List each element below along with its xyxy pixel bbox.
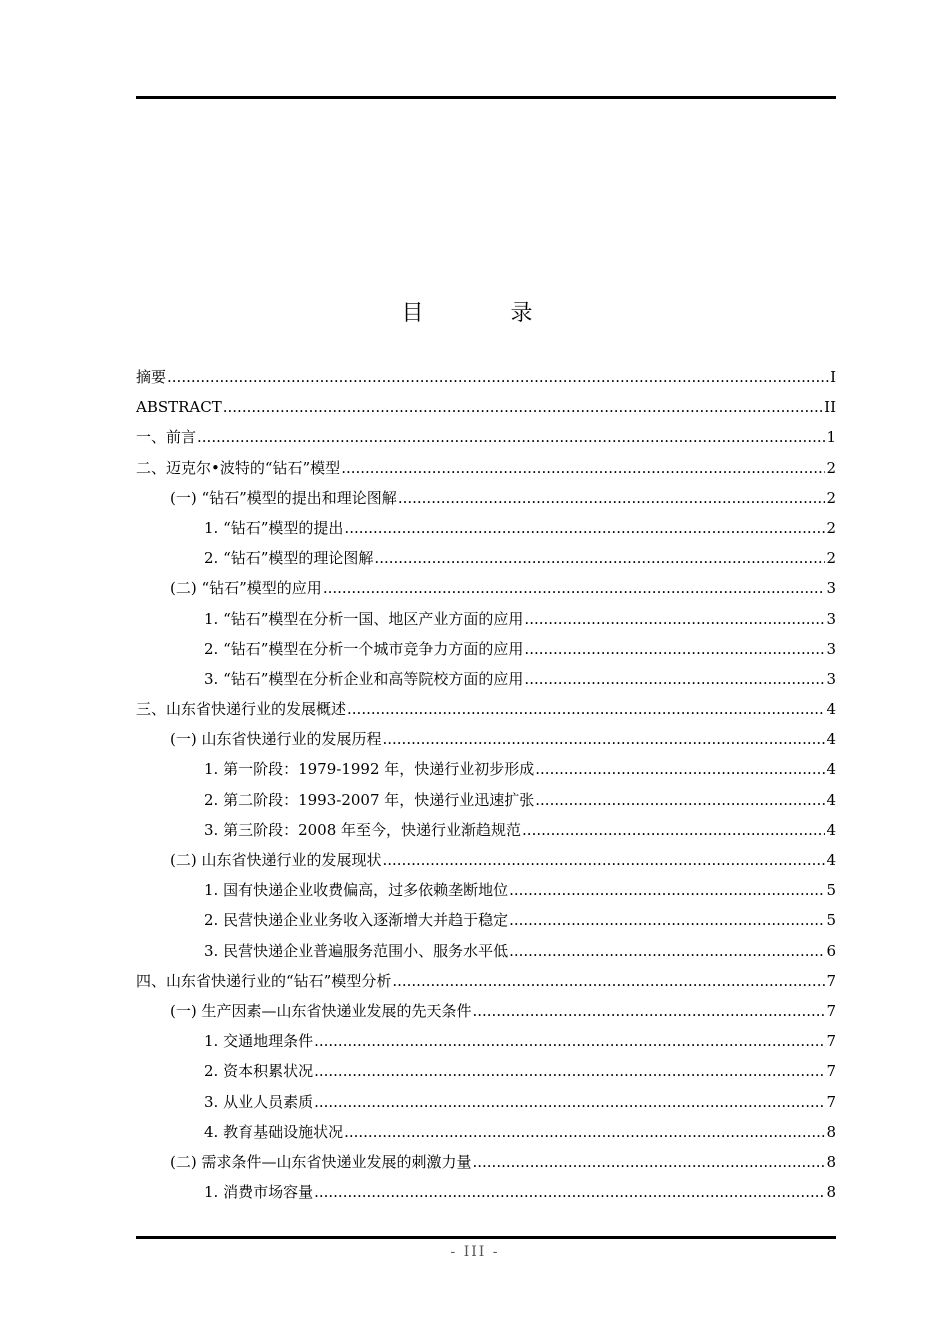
toc-dot-leader <box>524 634 825 664</box>
toc-entry[interactable] <box>136 1177 836 1207</box>
toc-dot-leader <box>167 362 829 392</box>
toc-entry-text: ABSTRACT <box>136 398 222 417</box>
toc-entry-page: 4 <box>826 700 836 719</box>
toc-entry-page: 4 <box>826 790 836 809</box>
toc-dot-leader <box>509 905 825 935</box>
toc-dot-leader <box>344 513 825 543</box>
toc-dot-leader <box>472 996 825 1026</box>
toc-entry-page: 7 <box>826 1001 836 1020</box>
toc-dot-leader <box>347 694 825 724</box>
toc-dot-leader <box>314 1056 825 1086</box>
toc-entry[interactable] <box>136 936 836 966</box>
toc-dot-leader <box>382 724 825 754</box>
toc-dot-leader <box>398 483 826 513</box>
toc-entry[interactable] <box>136 815 836 845</box>
toc-entry-text: (二) 需求条件—山东省快递业发展的刺激力量 <box>170 1152 472 1171</box>
toc-entry[interactable] <box>136 483 836 513</box>
toc-list <box>136 362 836 1207</box>
toc-entry[interactable] <box>136 1056 836 1086</box>
toc-entry-text: 3. 从业人员素质 <box>204 1092 314 1111</box>
header-rule <box>136 96 836 99</box>
toc-dot-leader <box>524 604 825 634</box>
toc-entry-page: 2 <box>826 549 836 568</box>
toc-entry-page: 8 <box>826 1122 836 1141</box>
toc-entry-page: 7 <box>826 971 836 990</box>
toc-entry[interactable] <box>136 754 836 784</box>
toc-entry[interactable] <box>136 362 836 392</box>
toc-dot-leader <box>314 1026 825 1056</box>
toc-entry-text: 2. 第二阶段：1993-2007 年，快递行业迅速扩张 <box>204 790 535 809</box>
toc-entry-text: 三、山东省快递行业的发展概述 <box>136 700 347 719</box>
toc-entry[interactable] <box>136 543 836 573</box>
toc-dot-leader <box>341 453 825 483</box>
page-number: - III - <box>450 1244 500 1260</box>
toc-entry-page: 4 <box>826 730 836 749</box>
toc-dot-leader <box>509 936 825 966</box>
toc-entry-page: 3 <box>826 669 836 688</box>
toc-entry[interactable] <box>136 392 836 422</box>
toc-entry-text: 四、山东省快递行业的“钻石”模型分析 <box>136 971 392 990</box>
toc-entry-page: 3 <box>826 639 836 658</box>
toc-entry-text: 1. “钻石”模型在分析一国、地区产业方面的应用 <box>204 609 524 628</box>
toc-dot-leader <box>509 875 825 905</box>
toc-entry-text: 二、迈克尔•波特的“钻石”模型 <box>136 458 341 477</box>
toc-entry-text: 1. 第一阶段：1979-1992 年，快递行业初步形成 <box>204 760 535 779</box>
toc-entry-page: 2 <box>826 458 836 477</box>
toc-entry-text: 1. “钻石”模型的提出 <box>204 518 344 537</box>
toc-entry[interactable] <box>136 694 836 724</box>
toc-dot-leader <box>344 1117 825 1147</box>
toc-entry-text: 3. 第三阶段：2008 年至今，快递行业渐趋规范 <box>204 820 522 839</box>
toc-entry[interactable] <box>136 664 836 694</box>
toc-dot-leader <box>382 845 825 875</box>
toc-dot-leader <box>323 573 826 603</box>
toc-entry-page: 4 <box>826 820 836 839</box>
toc-entry-text: 一、前言 <box>136 428 197 447</box>
toc-dot-leader <box>535 785 825 815</box>
toc-entry-page: 3 <box>826 579 836 598</box>
toc-entry-text: 2. 资本积累状况 <box>204 1062 314 1081</box>
toc-dot-leader <box>524 664 825 694</box>
toc-entry[interactable] <box>136 1026 836 1056</box>
toc-entry[interactable] <box>136 966 836 996</box>
toc-entry-text: (一) 生产因素—山东省快递业发展的先天条件 <box>170 1001 472 1020</box>
toc-dot-leader <box>374 543 825 573</box>
toc-entry-text: 1. 国有快递企业收费偏高，过多依赖垄断地位 <box>204 881 509 900</box>
toc-entry[interactable] <box>136 724 836 754</box>
toc-dot-leader <box>197 422 825 452</box>
toc-entry-text: 3. 民营快递企业普遍服务范围小、服务水平低 <box>204 941 509 960</box>
toc-entry-page: 8 <box>826 1152 836 1171</box>
toc-entry-text: (二) 山东省快递行业的发展现状 <box>170 851 382 869</box>
toc-entry-text: 4. 教育基础设施状况 <box>204 1122 344 1141</box>
toc-entry-text: (一) “钻石”模型的提出和理论图解 <box>170 488 397 507</box>
toc-entry[interactable] <box>136 1087 836 1117</box>
toc-entry[interactable] <box>136 845 836 875</box>
toc-dot-leader <box>392 966 825 996</box>
toc-entry-page: 4 <box>826 760 836 779</box>
toc-entry-page: 7 <box>826 1032 836 1051</box>
toc-dot-leader <box>314 1087 825 1117</box>
toc-entry[interactable] <box>136 604 836 634</box>
toc-entry-text: 1. 交通地理条件 <box>204 1032 314 1051</box>
toc-dot-leader <box>522 815 825 845</box>
toc-entry[interactable] <box>136 875 836 905</box>
toc-entry[interactable] <box>136 905 836 935</box>
toc-entry-page: 2 <box>826 518 836 537</box>
toc-entry[interactable] <box>136 996 836 1026</box>
toc-entry[interactable] <box>136 1117 836 1147</box>
toc-dot-leader <box>535 754 825 784</box>
toc-entry[interactable] <box>136 785 836 815</box>
toc-entry-page: 5 <box>826 911 836 930</box>
toc-entry-page: 3 <box>826 609 836 628</box>
toc-entry-text: 2. 民营快递企业业务收入逐渐增大并趋于稳定 <box>204 911 509 930</box>
toc-entry-page: 6 <box>826 941 836 960</box>
toc-entry[interactable] <box>136 573 836 603</box>
toc-entry-page: II <box>824 398 836 417</box>
toc-dot-leader <box>314 1177 825 1207</box>
toc-entry-text: 2. “钻石”模型在分析一个城市竞争力方面的应用 <box>204 639 524 658</box>
toc-title: 目 录 <box>401 301 573 326</box>
toc-entry-text: 摘要 <box>136 368 167 386</box>
toc-dot-leader <box>223 392 823 422</box>
toc-entry[interactable] <box>136 634 836 664</box>
toc-entry-text: 2. “钻石”模型的理论图解 <box>204 549 374 568</box>
toc-entry-text: (一) 山东省快递行业的发展历程 <box>170 730 382 749</box>
toc-entry-page: 1 <box>826 428 836 447</box>
toc-entry-page: I <box>830 368 836 386</box>
toc-entry[interactable] <box>136 453 836 483</box>
toc-entry[interactable] <box>136 1147 836 1177</box>
toc-entry-text: 1. 消费市场容量 <box>204 1183 314 1202</box>
toc-entry-text: 3. “钻石”模型在分析企业和高等院校方面的应用 <box>204 669 524 688</box>
toc-entry-page: 8 <box>826 1183 836 1202</box>
toc-entry[interactable] <box>136 422 836 452</box>
toc-dot-leader <box>472 1147 825 1177</box>
toc-entry-page: 7 <box>826 1062 836 1081</box>
toc-entry-page: 4 <box>826 851 836 869</box>
toc-entry-page: 2 <box>826 488 836 507</box>
toc-entry-page: 7 <box>826 1092 836 1111</box>
toc-entry-page: 5 <box>826 881 836 900</box>
toc-entry-text: (二) “钻石”模型的应用 <box>170 579 322 598</box>
footer-rule <box>136 1236 836 1239</box>
toc-entry[interactable] <box>136 513 836 543</box>
